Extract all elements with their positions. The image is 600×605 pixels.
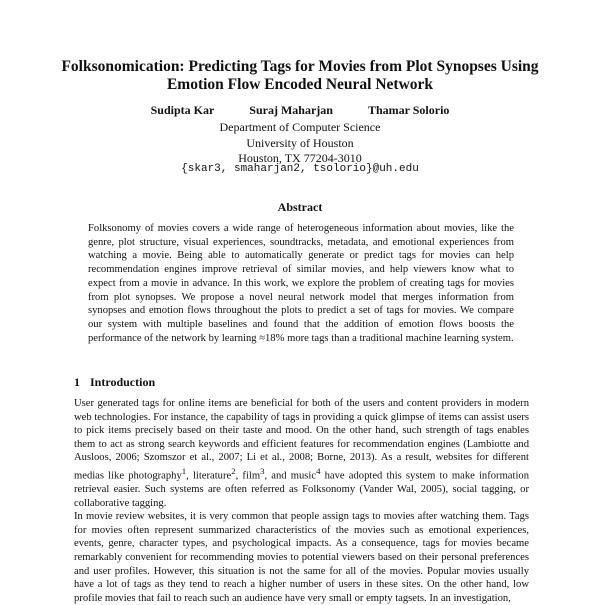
paper-title: Folksonomication: Predicting Tags for Movies from Plot Synopses Using Emotion Flow Encoded Neural Network xyxy=(61,58,539,93)
paragraph: User generated tags for online items are beneficial for both of the users and content providers in modern web technologies. For instance, the capability of tags in providing a quick glimpse of items can assist users to pick items precisely based on their taste and mood. On the other hand, such strength of tags enables them to act as strong search keywords and efficient features for recommendation engines (Lambiotte and Ausloos, 2006; Szomszor et al., 2007; Li et al., 2008; Borne, 2013). As a result, websites for different medias like photography$^1$, literature$^2$, film$^3$, and music$^4$ have adopted this system to make information retrieval easier. Such systems are often referred as Folksonomy (Vander Wal, 2005), social tagging, or collaborative tagging. xyxy=(74,398,529,509)
author-list xyxy=(0,103,600,117)
section-number: 1 xyxy=(74,375,80,389)
footnote-marker: 1 xyxy=(181,465,187,476)
affiliation-line: Department of Computer Science xyxy=(219,120,381,134)
author: Thamar Solorio xyxy=(367,103,450,117)
footnote-marker: 3 xyxy=(260,465,265,476)
author: Suraj Maharjan xyxy=(249,103,333,117)
section-heading xyxy=(74,375,155,390)
affiliation-line: University of Houston xyxy=(246,135,354,150)
affiliation xyxy=(0,120,600,167)
affiliation-line: Houston, TX 77204-3010 xyxy=(238,151,362,165)
author-emails: {skar3, smaharjan2, tsolorio}@uh.edu xyxy=(181,163,419,175)
paragraph: In movie review websites, it is very common that people assign tags to movies after watching them. Tags for movies often represent summarized characteristics of the movies such as emotional experiences, events, genre, character types, and psychological impacts. As a consequence, tags for movies became remarkably convenient for recommending movies to potential viewers based on their personal preferences and user profiles. However, this situation is not the same for all of the movies. Popular movies usually have a lot of tags as they tend to reach a higher number of users in these sites. On the other hand, low profile movies that fail to reach such an audience have very small or empty tagsets. In an investigation, xyxy=(74,511,529,604)
abstract-text: Folksonomy of movies covers a wide range of heterogeneous information about movies, like the genre, plot structure, visual experiences, soundtracks, metadata, and emotional experiences from watching a movie. Being able to automatically generate or predict tags for movies can help recommendation engines improve retrieval of similar movies, and help viewers know what to expect from a movie in advance. In this work, we explore the problem of creating tags for movies from plot synopses. We propose a novel neural network model that merges information from synopses and emotion flows throughout the plots to predict a set of tags for movies. We compare our system with multiple baselines and found that the addition of emotion flows boosts the performance of the network by learning ≈18% more tags than a traditional machine learning system. xyxy=(88,223,514,344)
section-title: Introduction xyxy=(90,375,156,389)
introduction-body xyxy=(74,397,529,605)
footnote-marker: 2 xyxy=(231,465,236,476)
abstract-heading: Abstract xyxy=(277,200,323,214)
footnote-marker: 4 xyxy=(316,465,321,476)
author: Sudipta Kar xyxy=(150,103,215,117)
